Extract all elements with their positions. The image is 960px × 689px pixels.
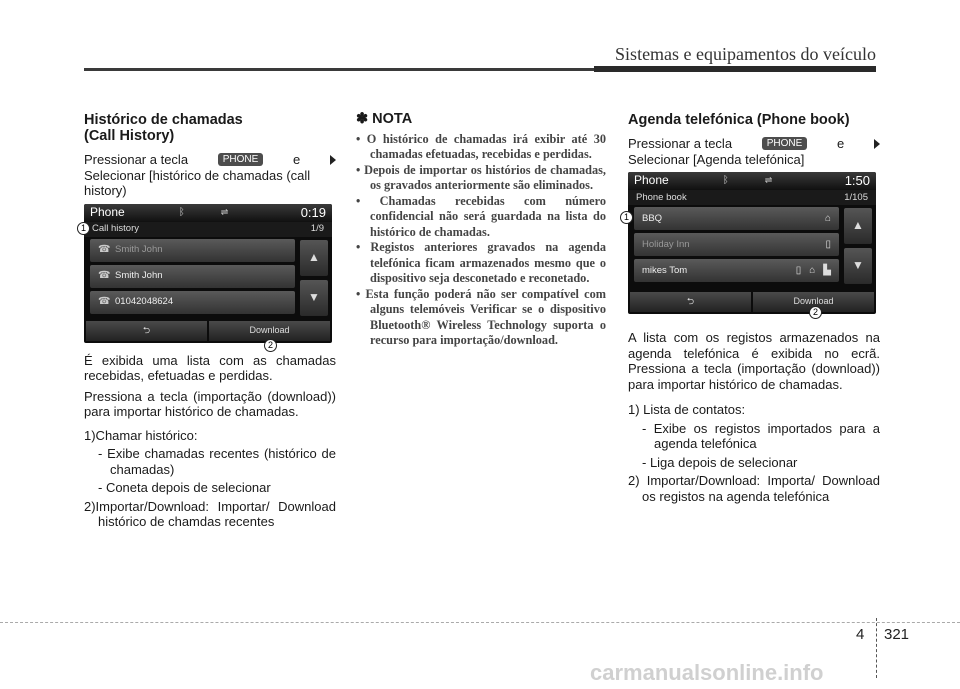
back-icon: ⮌ [142, 324, 151, 335]
contact-row-label: BBQ [642, 212, 663, 224]
callout-marker-1: 1 [77, 222, 90, 235]
call-icon: ☎ [98, 296, 111, 308]
header-bar [594, 66, 876, 72]
arrow-up-icon: ▲ [308, 249, 320, 264]
screen-page: 1/105 [844, 191, 868, 203]
scroll-up-button[interactable] [844, 208, 872, 244]
mobile-icon: ▯ [825, 238, 831, 250]
scroll-up-button[interactable] [300, 240, 328, 276]
phone-key: PHONE [762, 137, 808, 150]
call-icon: ☎ [98, 270, 111, 282]
back-button[interactable] [630, 292, 751, 312]
bluetooth-icon: ᛒ [178, 206, 185, 218]
list-subitem-1a: - Exibe chamadas recentes (histórico de chamadas) [98, 446, 336, 477]
note-column [356, 112, 606, 349]
note-item: • Chamadas recebidas com número confidencial não será guardada na lista do histórico de chamadas. [356, 194, 606, 241]
usb-icon: ⇌ [764, 175, 773, 186]
list-item-2: 2)Importar/Download: Importar/ Download histórico de chamdas recentes [84, 498, 336, 529]
select-text: Selecionar [histórico de chamadas (call history) [84, 167, 311, 198]
screen-title: Phone [90, 204, 125, 219]
call-history-column [80, 112, 336, 535]
arrow-down-icon: ▼ [308, 289, 320, 304]
screen-subtitle: Call history [92, 223, 139, 235]
heading-line1: Histórico de chamadas [84, 112, 243, 128]
phone-book-column [623, 112, 880, 509]
footer-dashed-rule [0, 622, 960, 623]
and-text: e [293, 152, 301, 167]
press-key-line [628, 136, 880, 152]
download-label: Download [249, 324, 290, 335]
back-icon: ⮌ [686, 296, 695, 307]
list-subitem-1a: - Exibe os registos importados para a agenda telefónica [642, 420, 880, 451]
paragraph-1: É exibida uma lista com as chamadas recebidas, efetuadas e perdidas. [84, 352, 336, 383]
note-title: ✽ NOTA [356, 111, 413, 127]
scroll-down-button[interactable] [844, 248, 872, 284]
screen-title: Phone [634, 173, 669, 188]
list-item-1: 1) Lista de contatos: [628, 402, 746, 417]
home-icon: ⌂ [824, 212, 831, 224]
list-item-1: 1)Chamar histórico: [84, 427, 198, 443]
screen-clock: 0:19 [300, 204, 326, 220]
arrow-right-icon [874, 139, 880, 149]
contact-row-label: mikes Tom [642, 264, 688, 276]
contact-row-label: Holiday Inn [642, 238, 690, 250]
paragraph-2: Pressiona a tecla (importação (download)) para importar histórico de chamadas. [84, 388, 336, 419]
office-icon: ▙ [823, 264, 831, 276]
arrow-right-icon [330, 155, 336, 165]
note-item: • Registos anteriores gravados na agenda telefónica ficam armazenados mesmo que o dispositivo seja desconetado e reconetado. [356, 240, 606, 287]
phone-book-screen [628, 172, 876, 314]
note-item: • Depois de importar os histórios de chamadas, os gravados anteriormente são eliminados. [356, 163, 606, 194]
call-icon: ☎ [98, 244, 111, 256]
contact-row[interactable] [634, 207, 839, 230]
phone-book-heading: Agenda telefónica (Phone book) [628, 112, 850, 128]
call-history-screen [84, 204, 332, 343]
press-key-line [84, 152, 336, 168]
screen-subtitle: Phone book [636, 191, 687, 203]
usb-icon: ⇌ [220, 206, 229, 217]
callout-marker-2: 2 [809, 306, 822, 319]
call-row-label: 01042048624 [115, 296, 174, 308]
home-icon: ⌂ [809, 264, 816, 276]
call-row[interactable] [90, 291, 295, 314]
call-row-label: Smith John [115, 244, 163, 256]
callout-marker-2: 2 [264, 339, 277, 352]
paragraph-1: A lista com os registos armazenados na agenda telefónica é exibida no ecrã. Pressiona a tecla (importação (download)) para importar histórico de chamadas. [628, 330, 880, 392]
call-history-heading [84, 112, 336, 144]
watermark: carmanualsonline.info [590, 660, 824, 685]
contact-row[interactable] [634, 259, 839, 282]
page-number: 321 [884, 626, 910, 643]
footer-separator [876, 618, 878, 678]
list-subitem-1b: - Liga depois de selecionar [642, 454, 798, 470]
screen-clock: 1:50 [844, 173, 870, 189]
download-button[interactable] [209, 321, 330, 341]
mobile-icon: ▯ [795, 264, 802, 276]
list-item-2: 2) Importar/Download: Importa/ Download os registos na agenda telefónica [628, 473, 880, 504]
phone-key: PHONE [218, 153, 264, 166]
note-item: • Esta função poderá não ser compatível com alguns telemóveis Verificar se o dispositivo Bluetooth® Wireless Technology suporta o recurso para importação/download. [356, 287, 606, 349]
call-row-label: Smith John [115, 270, 163, 282]
press-text: Pressionar a tecla [84, 152, 189, 167]
back-button[interactable] [86, 321, 207, 341]
bluetooth-icon: ᛒ [722, 175, 729, 187]
heading-line2: (Call History) [84, 128, 175, 144]
download-label: Download [793, 296, 834, 307]
call-row[interactable] [90, 265, 295, 288]
press-text: Pressionar a tecla [628, 136, 733, 151]
select-text: Selecionar [Agenda telefónica] [628, 151, 805, 167]
note-item: • O histórico de chamadas irá exibir até 30 chamadas efetuadas, recebidas e perdidas. [356, 132, 606, 163]
arrow-down-icon: ▼ [852, 258, 864, 273]
list-subitem-1b: - Coneta depois de selecionar [98, 480, 271, 495]
screen-page: 1/9 [310, 223, 324, 235]
chapter-number: 4 [856, 626, 865, 643]
contact-row[interactable] [634, 233, 839, 256]
note-list [356, 132, 606, 349]
page-header-title: Sistemas e equipamentos do veículo [615, 44, 876, 64]
scroll-down-button[interactable] [300, 280, 328, 316]
callout-marker-1: 1 [620, 211, 633, 224]
arrow-up-icon: ▲ [852, 218, 864, 233]
call-row[interactable] [90, 239, 295, 262]
and-text: e [837, 136, 845, 151]
